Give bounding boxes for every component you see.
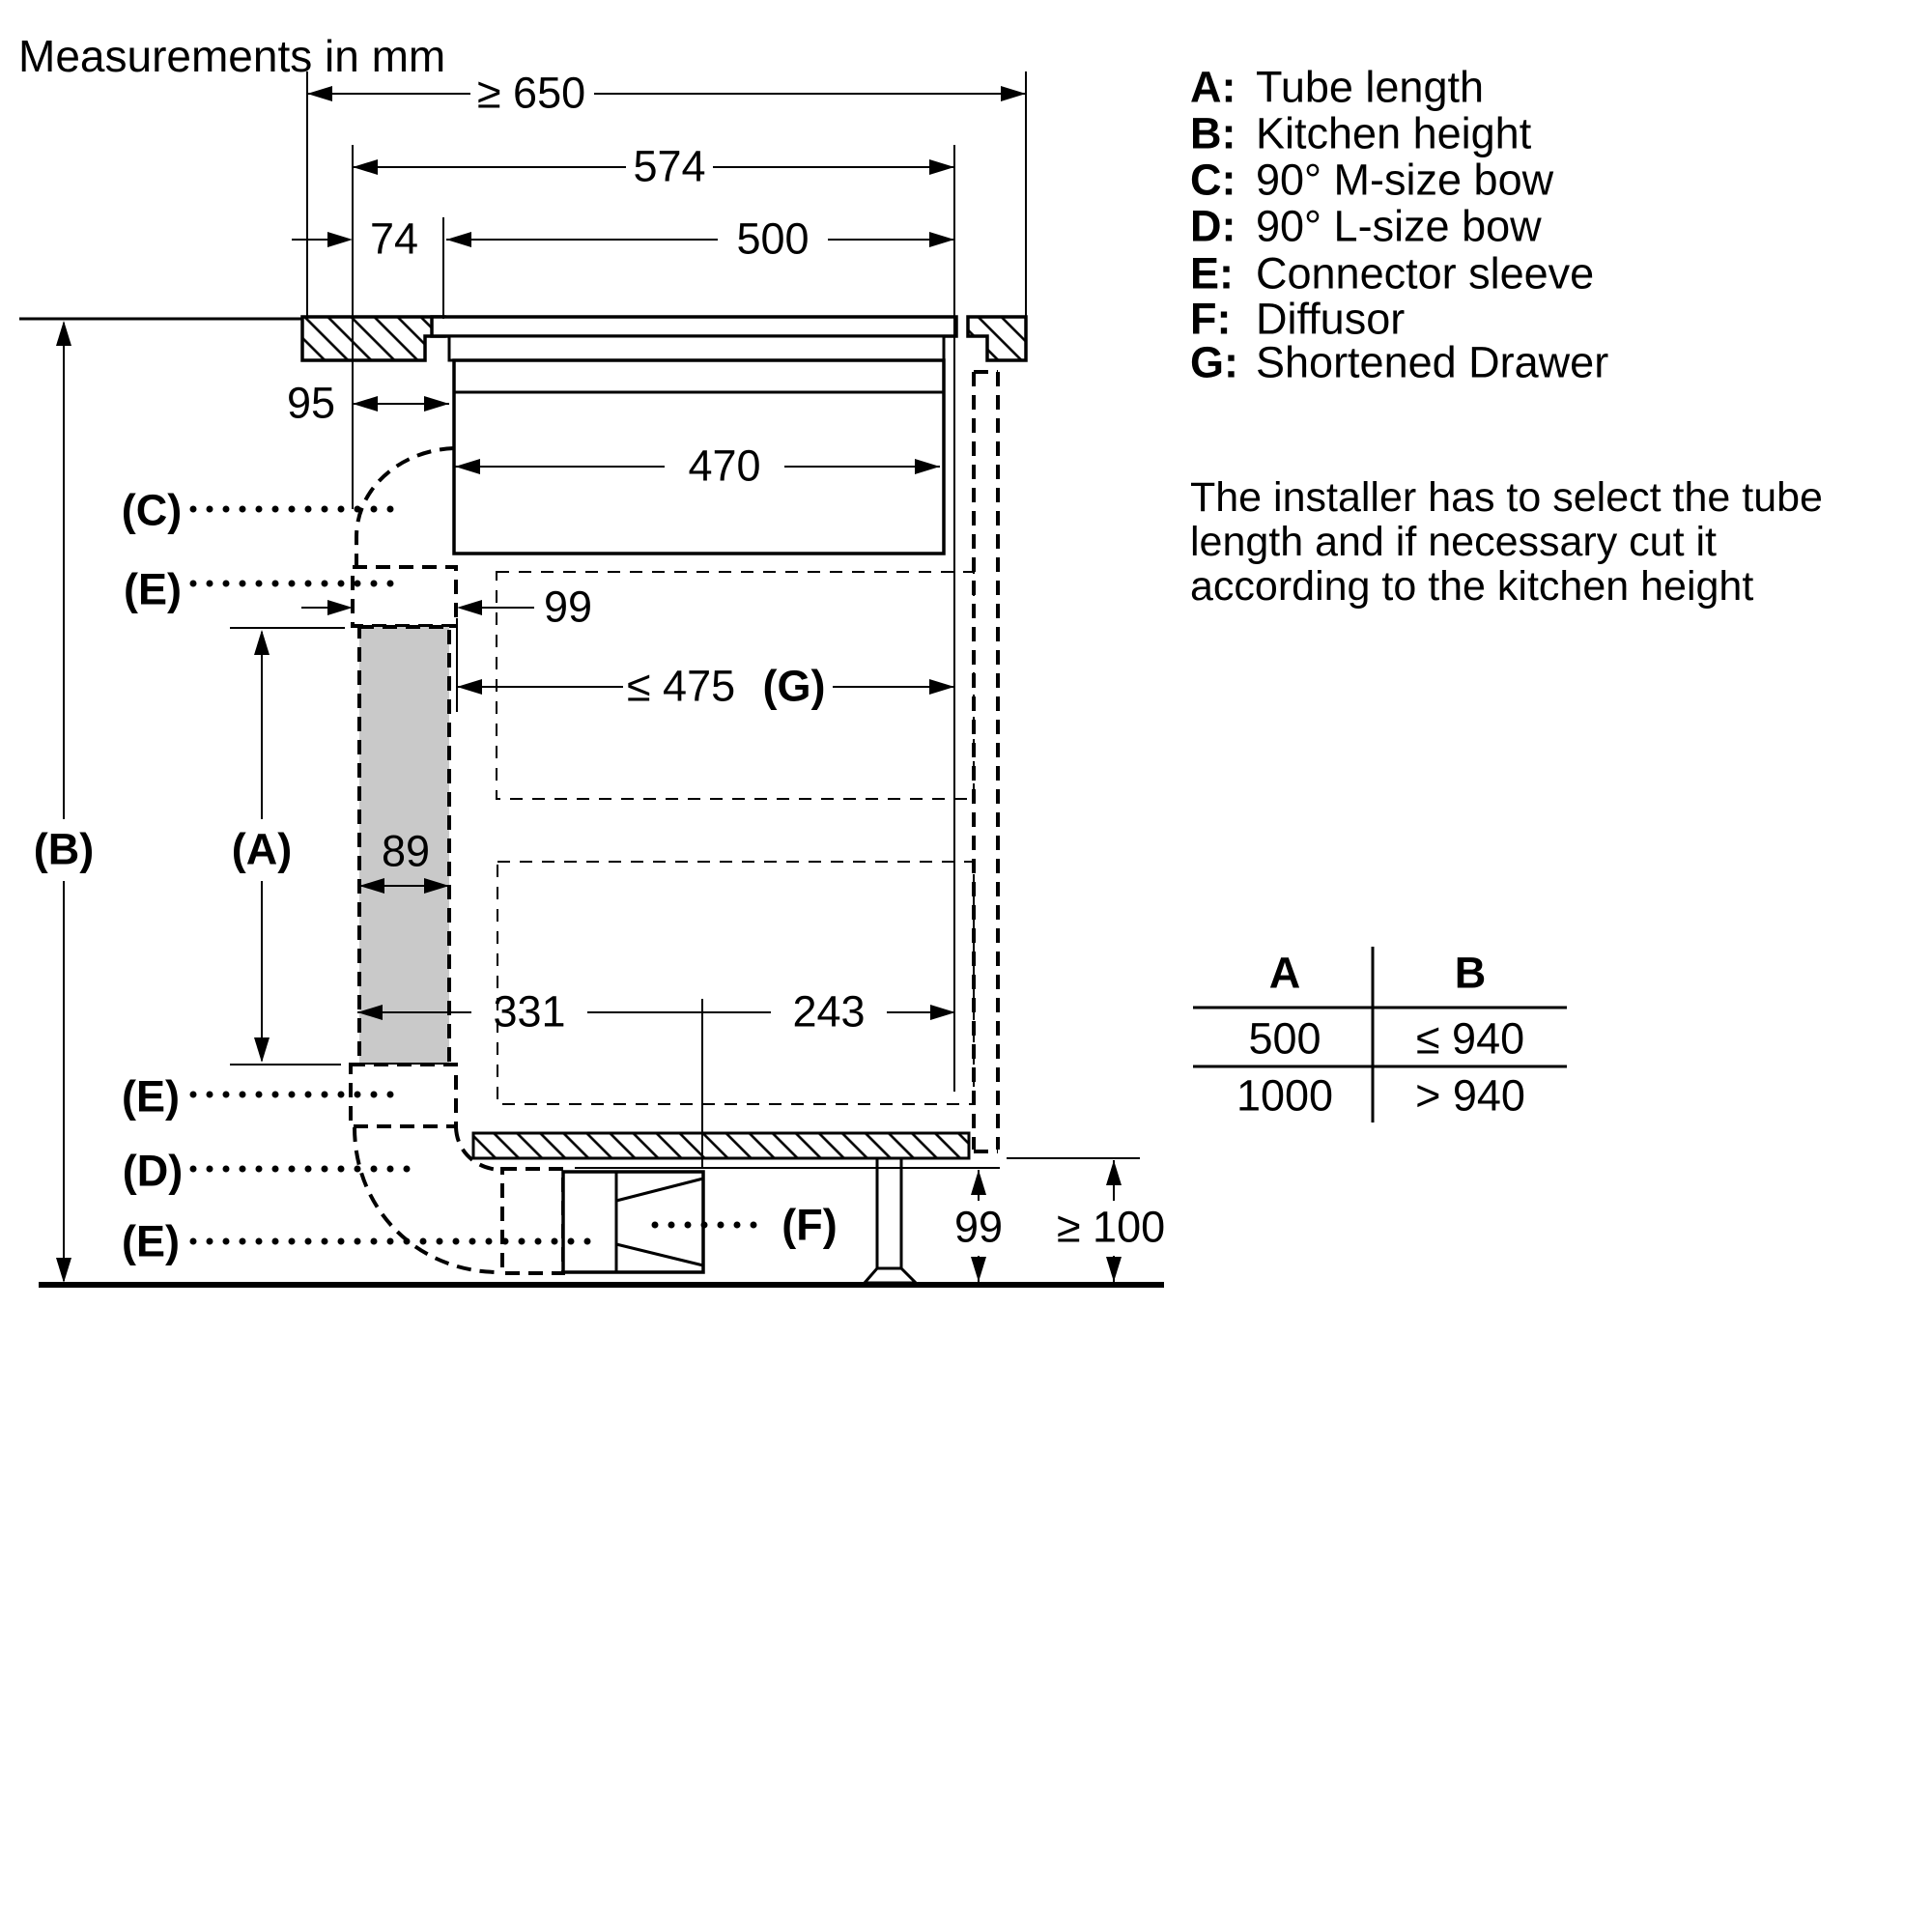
connector-sleeve-mid [351, 1065, 456, 1126]
connector-sleeve-top [353, 567, 456, 626]
tube-length-table [1193, 947, 1567, 1122]
diffusor [563, 1172, 703, 1272]
dim-sleeve-width: 99 [543, 582, 593, 632]
cabinet-foot [865, 1158, 916, 1283]
note-line: according to the kitchen height [1190, 563, 1754, 610]
connector-sleeve-bottom [502, 1169, 563, 1273]
dim-right-run: 243 [792, 986, 866, 1037]
hob-frame [449, 336, 944, 360]
worktop-left [302, 317, 444, 360]
cabinet-shelf [473, 1133, 969, 1158]
dim-floor-gap: ≥ 100 [1056, 1202, 1166, 1252]
legend-key: A: [1190, 62, 1236, 112]
label-c: (C) [121, 485, 183, 535]
label-d: (D) [122, 1146, 184, 1196]
note-line: The installer has to select the tube [1190, 474, 1823, 521]
table-cell: > 940 [1415, 1070, 1525, 1121]
label-f: (F) [781, 1200, 838, 1250]
table-header-b: B [1454, 948, 1487, 998]
dim-min-total: ≥ 650 [476, 68, 586, 118]
label-g: (G) [762, 661, 826, 711]
table-cell: ≤ 940 [1415, 1013, 1525, 1064]
legend-label: Tube length [1256, 62, 1485, 112]
structure [19, 317, 1164, 1285]
extension-lines [230, 68, 1026, 1169]
table-cell: 500 [1248, 1013, 1321, 1064]
dim-body-width: 470 [688, 440, 761, 491]
legend-label: Shortened Drawer [1256, 337, 1609, 387]
table-header-a: A [1268, 948, 1301, 998]
legend-label: Kitchen height [1256, 108, 1532, 158]
legend-label: Connector sleeve [1256, 248, 1595, 298]
dim-drawer: ≤ 475 [626, 661, 736, 711]
label-e-top: (E) [124, 564, 182, 614]
legend-key: D: [1190, 201, 1236, 251]
legend-key: B: [1190, 108, 1236, 158]
legend-label: 90° M-size bow [1256, 155, 1554, 205]
legend [1190, 63, 1608, 387]
legend-key: F: [1190, 294, 1232, 344]
dim-cutout: 500 [736, 213, 810, 264]
dim-left-run: 331 [493, 986, 566, 1037]
legend-label: 90° L-size bow [1256, 201, 1542, 251]
dim-vent: 95 [286, 378, 336, 428]
label-a: (A) [231, 824, 293, 874]
label-e-bottom: (E) [122, 1216, 180, 1266]
legend-key: C: [1190, 155, 1236, 205]
legend-label: Diffusor [1256, 294, 1406, 344]
worktop-right [968, 317, 1026, 360]
label-e-mid: (E) [122, 1071, 180, 1122]
dimensions [34, 69, 1165, 1284]
legend-key: E: [1190, 248, 1234, 298]
dim-offset: 74 [369, 213, 419, 264]
hob-glass [432, 317, 956, 336]
dim-diffusor-height: 99 [953, 1202, 1004, 1252]
table-cell: 1000 [1236, 1070, 1334, 1121]
lower-drawer-outline [497, 862, 974, 1104]
page-title: Measurements in mm [18, 31, 446, 81]
installer-note [1190, 474, 1823, 610]
label-b: (B) [33, 824, 95, 874]
dim-tube-width: 89 [381, 826, 431, 876]
dim-glass-width: 574 [633, 141, 706, 191]
rear-duct-column [974, 372, 998, 1151]
note-line: length and if necessary cut it [1190, 519, 1717, 565]
legend-key: G: [1190, 337, 1238, 387]
